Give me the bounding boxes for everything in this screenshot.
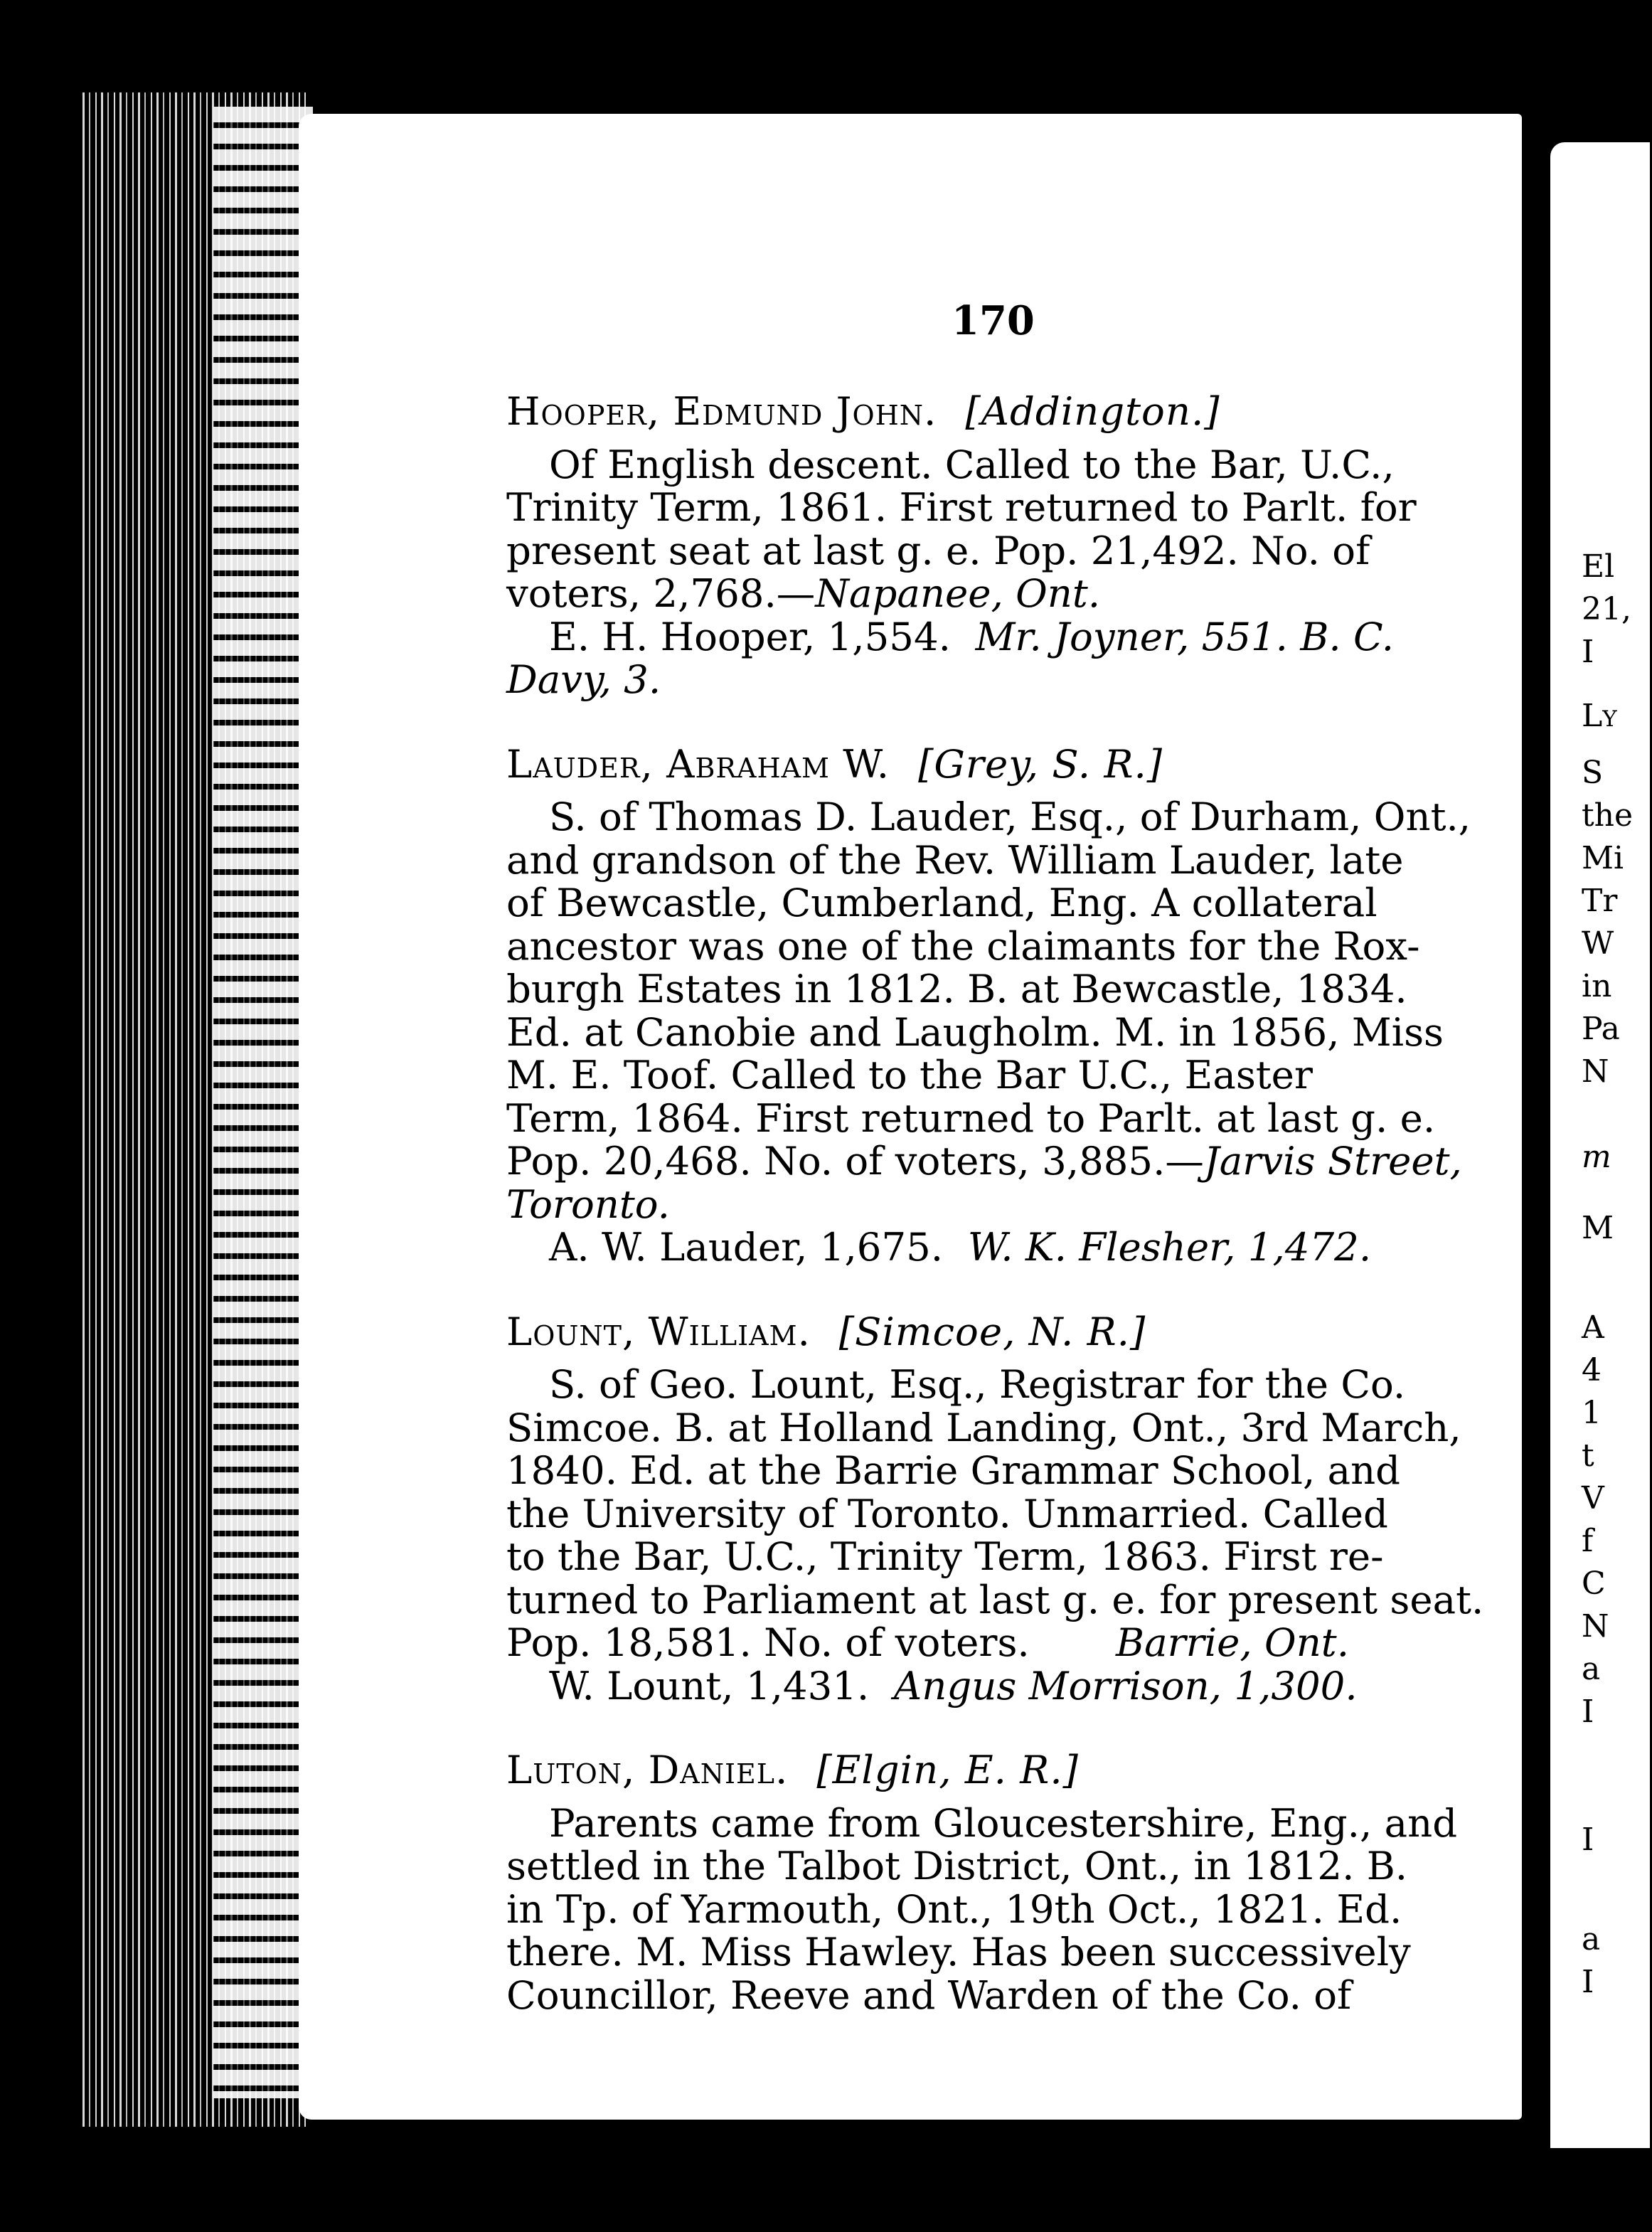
bio-line: Term, 1864. First returned to Parlt. at last g. e. [506,1095,1436,1141]
next-page-fragment: El [1582,548,1615,585]
bio-line: in Tp. of Yarmouth, Ont., 19th Oct., 1821. Ed. [506,1886,1402,1932]
next-page-fragment: Tr [1582,883,1618,919]
bio-line: burgh Estates in 1812. B. at Bewcastle, 1834. [506,966,1407,1011]
bio-line: 1840. Ed. at the Barrie Grammar School, and [506,1447,1401,1493]
member-name: Lount, William. [506,1308,811,1354]
page-stack-shading [213,107,313,2098]
entry-heading [506,1748,1481,1792]
bio-line: Pop. 18,581. No. of voters. [506,1620,1030,1665]
next-page-fragment: N [1582,1053,1609,1090]
biography [506,795,1481,1269]
next-page-fragment: 4 [1582,1352,1602,1388]
next-page-fragment: Pa [1582,1011,1620,1047]
next-page-fragment: f [1582,1523,1594,1559]
bio-line: ancestor was one of the claimants for the Rox- [506,923,1420,969]
next-page-fragment: 1 [1582,1395,1602,1431]
constituency: [Addington.] [965,388,1220,434]
next-page-fragment: Ly [1582,698,1617,734]
biography [506,443,1481,701]
bio-line: voters, 2,768.— [506,570,816,616]
election-result-opponents: Mr. Joyner, 551. B. C. [975,613,1395,659]
entry-heading [506,1310,1481,1354]
next-page-fragment: I [1582,634,1594,670]
bio-line: settled in the Talbot District, Ont., in 1812. B. [506,1843,1408,1888]
address: Jarvis Street, [1203,1138,1462,1184]
constituency: [Simcoe, N. R.] [838,1308,1146,1354]
bio-line: there. M. Miss Hawley. Has been successively [506,1929,1411,1975]
election-result-opponents-cont: Davy, 3. [506,657,661,702]
biography [506,1361,1484,1708]
member-name: Lauder, Abraham W. [506,740,890,787]
election-result-winner: W. Lount, 1,431. [549,1662,870,1708]
bio-line: present seat at last g. e. Pop. 21,492. No. of [506,527,1370,573]
next-page-fragment: I [1582,1964,1594,2000]
next-page-fragment: the [1582,797,1634,834]
next-page-fragment: C [1582,1566,1606,1602]
address-cont: Toronto. [506,1181,670,1227]
election-result-opponents: W. K. Flesher, 1,472. [967,1224,1372,1270]
member-entry [506,1308,1484,1708]
member-entry [506,390,1481,701]
bio-line: of Bewcastle, Cumberland, Eng. A collateral [506,880,1377,925]
bio-line: turned to Parliament at last g. e. for present seat. [506,1576,1484,1622]
member-name: Hooper, Edmund John. [506,388,937,434]
next-page-fragment: I [1582,1822,1594,1858]
member-entry [506,740,1481,1270]
address: Napanee, Ont. [815,570,1101,616]
bio-line: S. of Geo. Lount, Esq., Registrar for the Co. [549,1361,1406,1407]
member-name: Luton, Daniel. [506,1747,789,1792]
constituency: [Elgin, E. R.] [816,1747,1079,1792]
bio-line: and grandson of the Rev. William Lauder, late [506,836,1404,883]
entry-heading [506,740,1481,787]
page-number: 170 [952,297,1035,344]
bio-line: Ed. at Canobie and Laugholm. M. in 1856, Miss [506,1009,1444,1055]
next-page-fragment: Mi [1582,840,1624,876]
election-result-opponents: Angus Morrison, 1,300. [893,1662,1358,1708]
next-page-fragment: N [1582,1608,1609,1644]
election-result-winner: E. H. Hooper, 1,554. [549,613,951,659]
next-page-fragment: W [1582,925,1614,962]
election-result-winner: A. W. Lauder, 1,675. [549,1224,944,1270]
bio-line: to the Bar, U.C., Trinity Term, 1863. First re- [506,1534,1384,1579]
next-page-fragment: M [1582,1210,1614,1246]
next-page-sliver [1550,142,1650,2148]
bio-line: Councillor, Reeve and Warden of the Co. of [506,1972,1352,2018]
next-page-fragment: I [1582,1694,1594,1730]
bio-line: the University of Toronto. Unmarried. Called [506,1490,1388,1536]
bio-line: Pop. 20,468. No. of voters, 3,885.— [506,1138,1204,1184]
bio-line: Trinity Term, 1861. First returned to Parlt. for [506,484,1417,530]
next-page-fragment: A [1582,1309,1604,1346]
next-page-fragment: a [1582,1921,1601,1957]
address: Barrie, Ont. [1116,1620,1350,1665]
next-page-fragment: t [1582,1437,1594,1474]
biography [506,1802,1481,2017]
bio-line: Of English descent. Called to the Bar, U.C., [549,441,1395,487]
constituency: [Grey, S. R.] [918,740,1163,787]
bio-line: Parents came from Gloucestershire, Eng., and [549,1800,1458,1846]
bio-line: Simcoe. B. at Holland Landing, Ont., 3rd March, [506,1404,1461,1450]
next-page-fragment: m [1582,1139,1611,1175]
member-entry [506,1748,1481,2016]
next-page-fragment: in [1582,968,1612,1004]
bio-line: S. of Thomas D. Lauder, Esq., of Durham, Ont., [549,794,1471,839]
next-page-fragment: S [1582,755,1604,791]
page-content [506,388,1484,2058]
entry-heading [506,390,1481,433]
bio-line: M. E. Toof. Called to the Bar U.C., Easter [506,1052,1313,1098]
next-page-fragment: 21, [1582,591,1631,627]
next-page-fragment: V [1582,1480,1604,1516]
next-page-fragment: a [1582,1651,1601,1687]
